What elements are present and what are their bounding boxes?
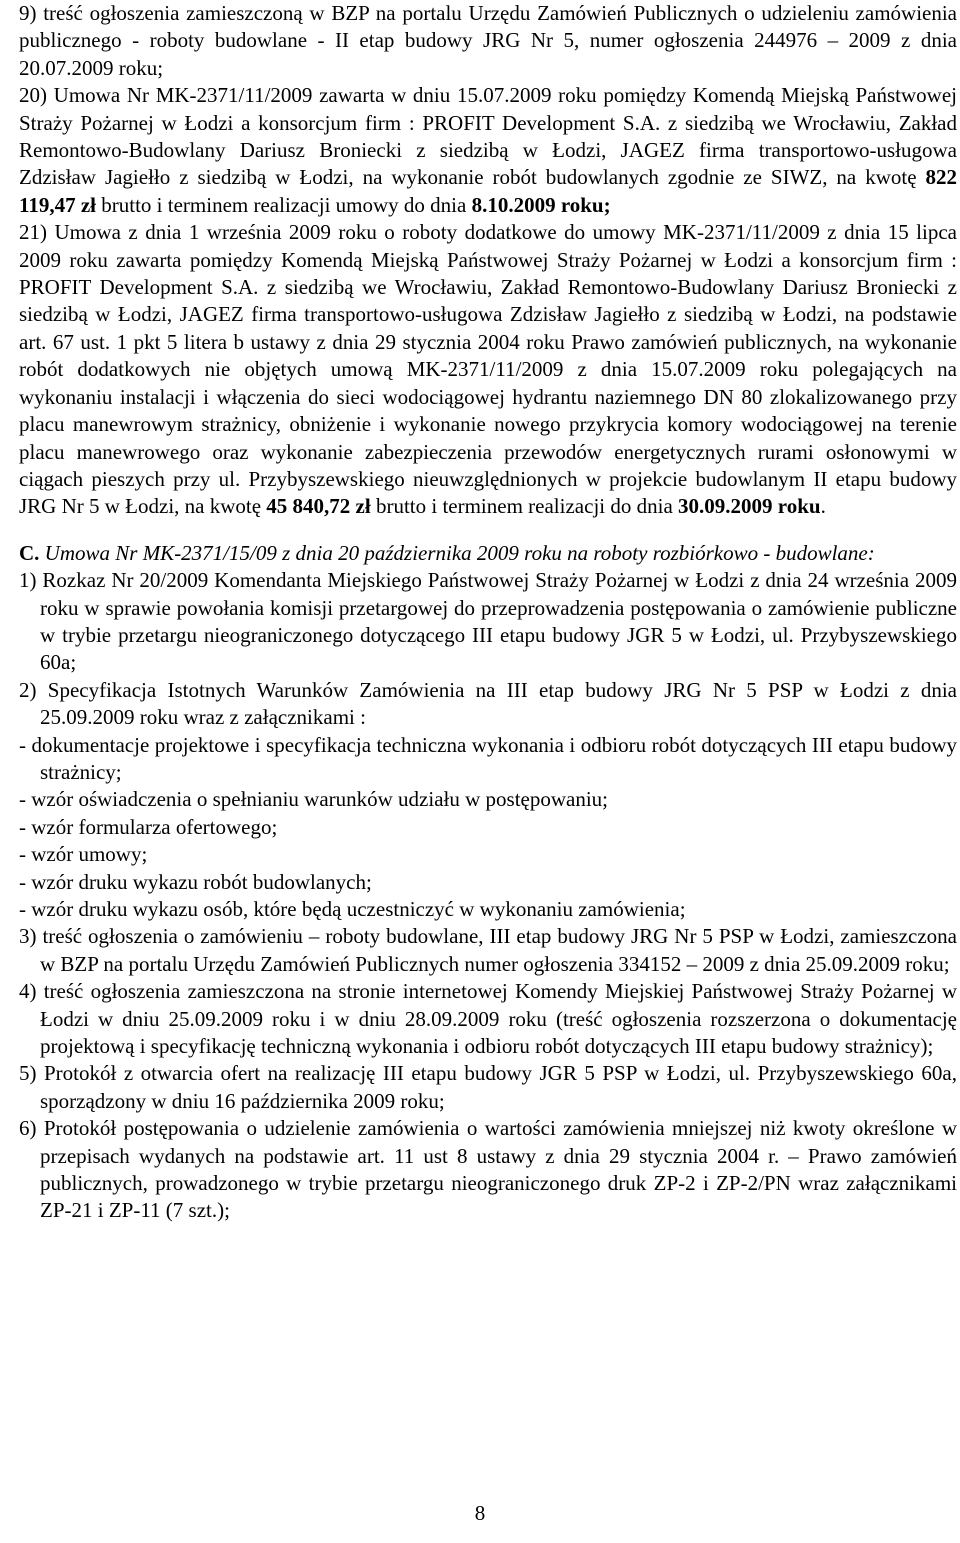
item-21-term: brutto i terminem realizacji do dnia <box>370 494 679 519</box>
item-c-2: 2) Specyfikacja Istotnych Warunków Zamówienia na III etap budowy JRG Nr 5 PSP w Łodzi z dnia 25.09.2009 roku wraz z załącznikami : <box>19 677 957 730</box>
section-c-letter: C. <box>19 540 40 565</box>
document-page <box>19 0 957 1225</box>
item-c-2-attachment: - wzór oświadczenia o spełnianiu warunków udziału w postępowaniu; <box>19 787 609 812</box>
item-21-date: 30.09.2009 roku <box>678 494 821 519</box>
item-9: 9) treść ogłoszenia zamieszczoną w BZP na portalu Urzędu Zamówień Publicznych o udzieleniu zamówienia publicznego - roboty budowlane - II etap budowy JRG Nr 5, numer ogłoszenia 244976 – 2009 z dnia 20.07.2009 roku; <box>19 1 957 80</box>
page-number: 8 <box>474 1501 486 1525</box>
item-c-2-attachment: - wzór druku wykazu robót budowlanych; <box>19 869 372 894</box>
item-21 <box>19 219 957 520</box>
item-c-5: 5) Protokół z otwarcia ofert na realizację III etapu budowy JGR 5 PSP w Łodzi, ul. Przybyszewskiego 60a, sporządzony w dniu 16 października 2009 roku; <box>19 1061 957 1113</box>
item-20-term: brutto i terminem realizacji umowy do dnia <box>96 192 472 217</box>
item-c-2-attachment: - wzór druku wykazu osób, które będą uczestniczyć w wykonaniu zamówienia; <box>19 897 686 921</box>
item-20-text: 20) Umowa Nr MK-2371/11/2009 zawarta w dniu 15.07.2009 roku pomiędzy Komendą Miejską Państwowej Straży Pożarnej w Łodzi a konsorcjum firm : PROFIT Development S.A. z siedzibą we Wrocławiu, Zakład Remontowo-Budowlany Dariusz Broniecki z siedzibą w Łodzi, JAGEZ firma transportowo-usługowa Zdzisław Jagiełło z siedzibą w Łodzi, na wykonanie robót budowlanych zgodnie ze SIWZ, na kwotę <box>19 83 957 190</box>
item-c-2-attachment: - dokumentacje projektowe i specyfikacja techniczna wykonania i odbioru robót dotyczących III etapu budowy strażnicy; <box>19 732 957 784</box>
item-21-text: 21) Umowa z dnia 1 września 2009 roku o roboty dodatkowe do umowy MK-2371/11/2009 z dnia 15 lipca 2009 roku zawarta pomiędzy Komendą Miejską Państwowej Straży Pożarnej w Łodzi a konsorcjum firm : PROFIT Development S.A. z siedzibą we Wrocławiu, Zakład Remontowo-Budowlany Dariusz Broniecki z siedzibą w Łodzi, JAGEZ firma transportowo-usługowa Zdzisław Jagiełło z siedzibą w Łodzi, na podstawie art. 67 ust. 1 pkt 5 litera b ustawy z dnia 29 stycznia 2004 roku Prawo zamówień publicznych, na wykonanie robót dodatkowych nie objętych umową MK-2371/11/2009 z dnia 15.07.2009 roku polegających na wykonaniu instalacji i włączenia do sieci wodociągowej hydrantu naziemnego DN 80 zlokalizowanego przy placu manewrowym strażnicy, obniżenie i wykonanie nowego przykrycia komory wodociągowej na terenie placu manewrowego oraz wykonanie zabezpieczenia przewodów energetycznych rurami osłonowymi w ciągach pieszych przy ul. Przybyszewskiego nieuwzględnionych w projekcie budowlanym II etapu budowy JRG Nr 5 w Łodzi, na kwotę <box>19 220 957 519</box>
item-20-date: 8.10.2009 roku; <box>471 192 611 217</box>
item-20-amount: 822 119,47 zł <box>19 165 957 217</box>
item-c-6: 6) Protokół postępowania o udzielenie zamówienia o wartości zamówienia mniejszej niż kwoty określone w przepisach wydanych na podstawie art. 11 ust 8 ustawy z dnia 29 stycznia 2004 r. – Prawo zamówień publicznych, prowadzonego w trybie przetargu nieograniczonego druk ZP-2 i ZP-2/PN wraz załącznikami ZP-21 i ZP-11 (7 szt.); <box>19 1116 957 1223</box>
item-c-1: 1) Rozkaz Nr 20/2009 Komendanta Miejskiego Państwowej Straży Pożarnej w Łodzi z dnia 24 września 2009 roku w sprawie powołania komisji przetargowej do przeprowadzenia postępowania o zamówienie publiczne w trybie przetargu nieograniczonego dotyczącego III etapu budowy JGR 5 w Łodzi, ul. Przybyszewskiego 60a; <box>19 568 957 675</box>
item-c-4: 4) treść ogłoszenia zamieszczona na stronie internetowej Komendy Miejskiej Państwowej Straży Pożarnej w Łodzi w dniu 25.09.2009 roku i w dniu 28.09.2009 roku (treść ogłoszenia rozszerzona o dokumentację projektową i specyfikację techniczną wykonania i odbioru robót dotyczących III etapu budowy strażnicy); <box>19 979 957 1059</box>
item-c-3: 3) treść ogłoszenia o zamówieniu – roboty budowlane, III etap budowy JRG Nr 5 PSP w Łodzi, zamieszczona w BZP na portalu Urzędu Zamówień Publicznych numer ogłoszenia 334152 – 2009 z dnia 25.09.2009 roku; <box>19 924 957 976</box>
item-c-2-attachment: - wzór formularza ofertowego; <box>19 814 278 839</box>
section-c-title: Umowa Nr MK-2371/15/09 z dnia 20 października 2009 roku na roboty rozbiórkowo - budowlane: <box>39 540 875 565</box>
item-c-2-attachment: - wzór umowy; <box>19 842 148 867</box>
item-20 <box>19 82 957 219</box>
section-c-heading <box>19 540 957 567</box>
item-21-end: . <box>820 494 826 519</box>
item-21-amount: 45 840,72 zł <box>266 494 371 519</box>
